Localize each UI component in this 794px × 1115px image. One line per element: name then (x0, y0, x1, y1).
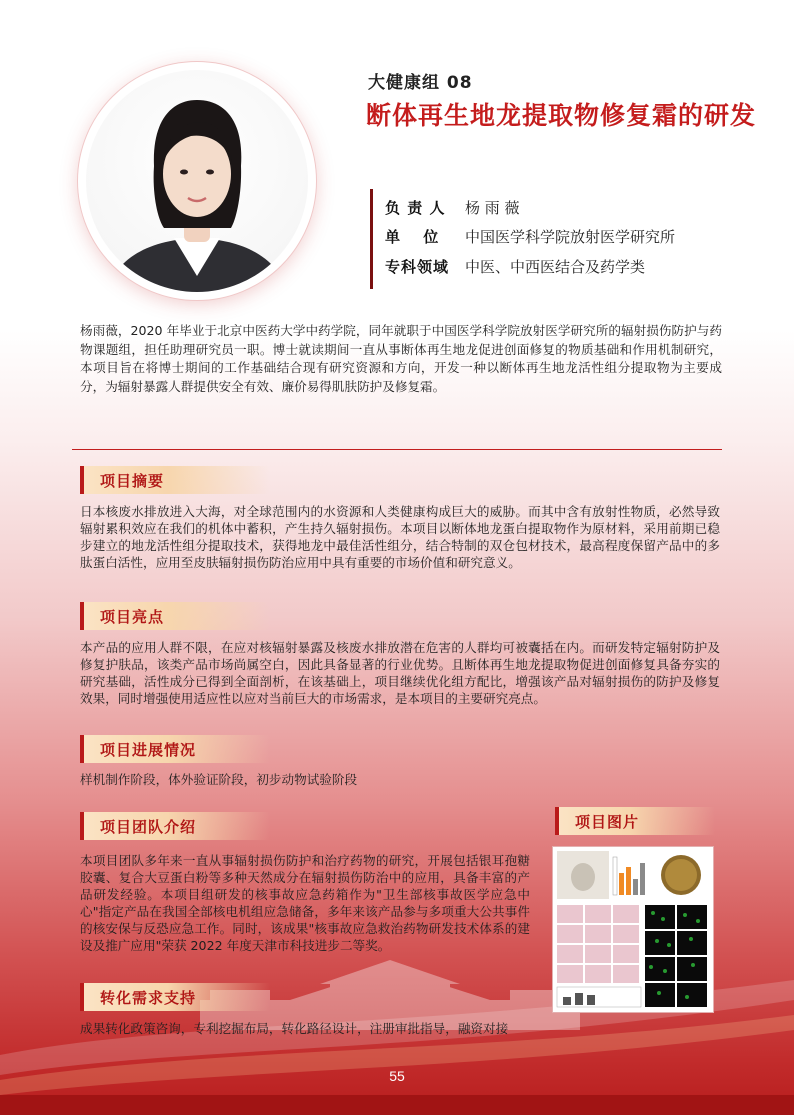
info-key: 负 责 人 (385, 199, 446, 217)
section-heading-summary (80, 466, 270, 494)
info-value: 中国医学科学院放射医学研究所 (465, 228, 676, 246)
info-row-unit (385, 226, 675, 247)
info-row-leader (385, 197, 520, 218)
portrait-photo (86, 70, 308, 292)
page-number: 55 (389, 1068, 405, 1084)
section-body-progress: 样机制作阶段，体外验证阶段，初步动物试验阶段 (80, 772, 358, 787)
info-row-field (385, 256, 645, 277)
section-heading-images (555, 807, 715, 835)
section-heading-label: 项目摘要 (100, 472, 165, 490)
section-heading-label: 转化需求支持 (100, 989, 197, 1007)
section-body-team: 本项目团队多年来一直从事辐射损伤防护和治疗药物的研究，开展包括银耳孢糖胶囊、复合大豆蛋白粉等多种天然成分在辐射损伤防治中的应用，具备丰富的产品研发经验。本项目组研发的核事故应急药箱作为"卫生部核事故医学应急中心"指定产品在我国全部核电机组应急储备，多年来该产品参与多项重大公共事件的核安保与反恐应急工作。同时，该成果"核事故应急救治药物研发技术体系的建设及推广应用"荣获 2022 年度天津市科技进步二等奖。 (80, 853, 530, 953)
group-label: 大健康组 08 (368, 73, 473, 93)
section-heading-label: 项目进展情况 (100, 741, 197, 759)
section-heading-progress (80, 735, 270, 763)
section-heading-label: 项目团队介绍 (100, 818, 197, 836)
info-key: 单 位 (385, 228, 440, 246)
section-body-summary: 日本核废水排放进入大海，对全球范围内的水资源和人类健康构成巨大的威胁。而其中含有放射性物质，必然导致辐射累积效应在我们的机体中蓄积，产生持久辐射损伤。本项目以断体地龙蛋白提取物作为原材料，采用前期已稳步建立的地龙活性组分提取技术，获得地龙中最佳活性组分，结合特制的双仓包材技术，最高程度保留产品中的多肽蛋白活性，应用至皮肤辐射损伤防治应用中具有重要的市场价值和研究意义。 (80, 504, 720, 570)
section-heading-label: 项目亮点 (100, 608, 165, 626)
info-box (370, 189, 730, 289)
divider (72, 449, 722, 450)
info-key: 专科领域 (385, 258, 450, 276)
section-heading-team (80, 812, 270, 840)
page-title: 断体再生地龙提取物修复霜的研发 (366, 101, 757, 130)
bottom-band (0, 1095, 794, 1115)
project-image (553, 847, 713, 1012)
info-value: 杨 雨 薇 (465, 199, 520, 217)
section-body-highlights: 本产品的应用人群不限，在应对核辐射暴露及核废水排放潜在危害的人群均可被囊括在内。而研发特定辐射防护及修复护肤品，该类产品市场尚属空白，因此具备显著的行业优势。且断体再生地龙提取物促进创面修复具备夯实的研究基础，活性成分已得到全面剖析，在该基础上，项目继续优化组方配比，增强该产品对辐射损伤的防护及修复效果，同时增强使用适应性以应对当前巨大的市场需求，是本项目的主要研究亮点。 (80, 640, 720, 706)
section-heading-highlights (80, 602, 270, 630)
section-body-needs: 成果转化政策咨询，专利挖掘布局，转化路径设计，注册审批指导，融资对接 (80, 1021, 509, 1036)
info-value: 中医、中西医结合及药学类 (465, 258, 646, 276)
section-heading-label: 项目图片 (575, 813, 640, 831)
intro-paragraph: 杨雨薇，2020 年毕业于北京中医药大学中药学院，同年就职于中国医学科学院放射医学研究所的辐射损伤防护与药物课题组，担任助理研究员一职。博士就读期间一直从事断体再生地龙促进创面修复的物质基础和作用机制研究，本项目旨在将博士期间的工作基础结合现有研究资源和方向，开发一种以断体再生地龙活性组分提取物为主要成分，为辐射暴露人群提供安全有效、廉价易得肌肤防护及修复霜。 (80, 323, 722, 394)
section-heading-needs (80, 983, 270, 1011)
